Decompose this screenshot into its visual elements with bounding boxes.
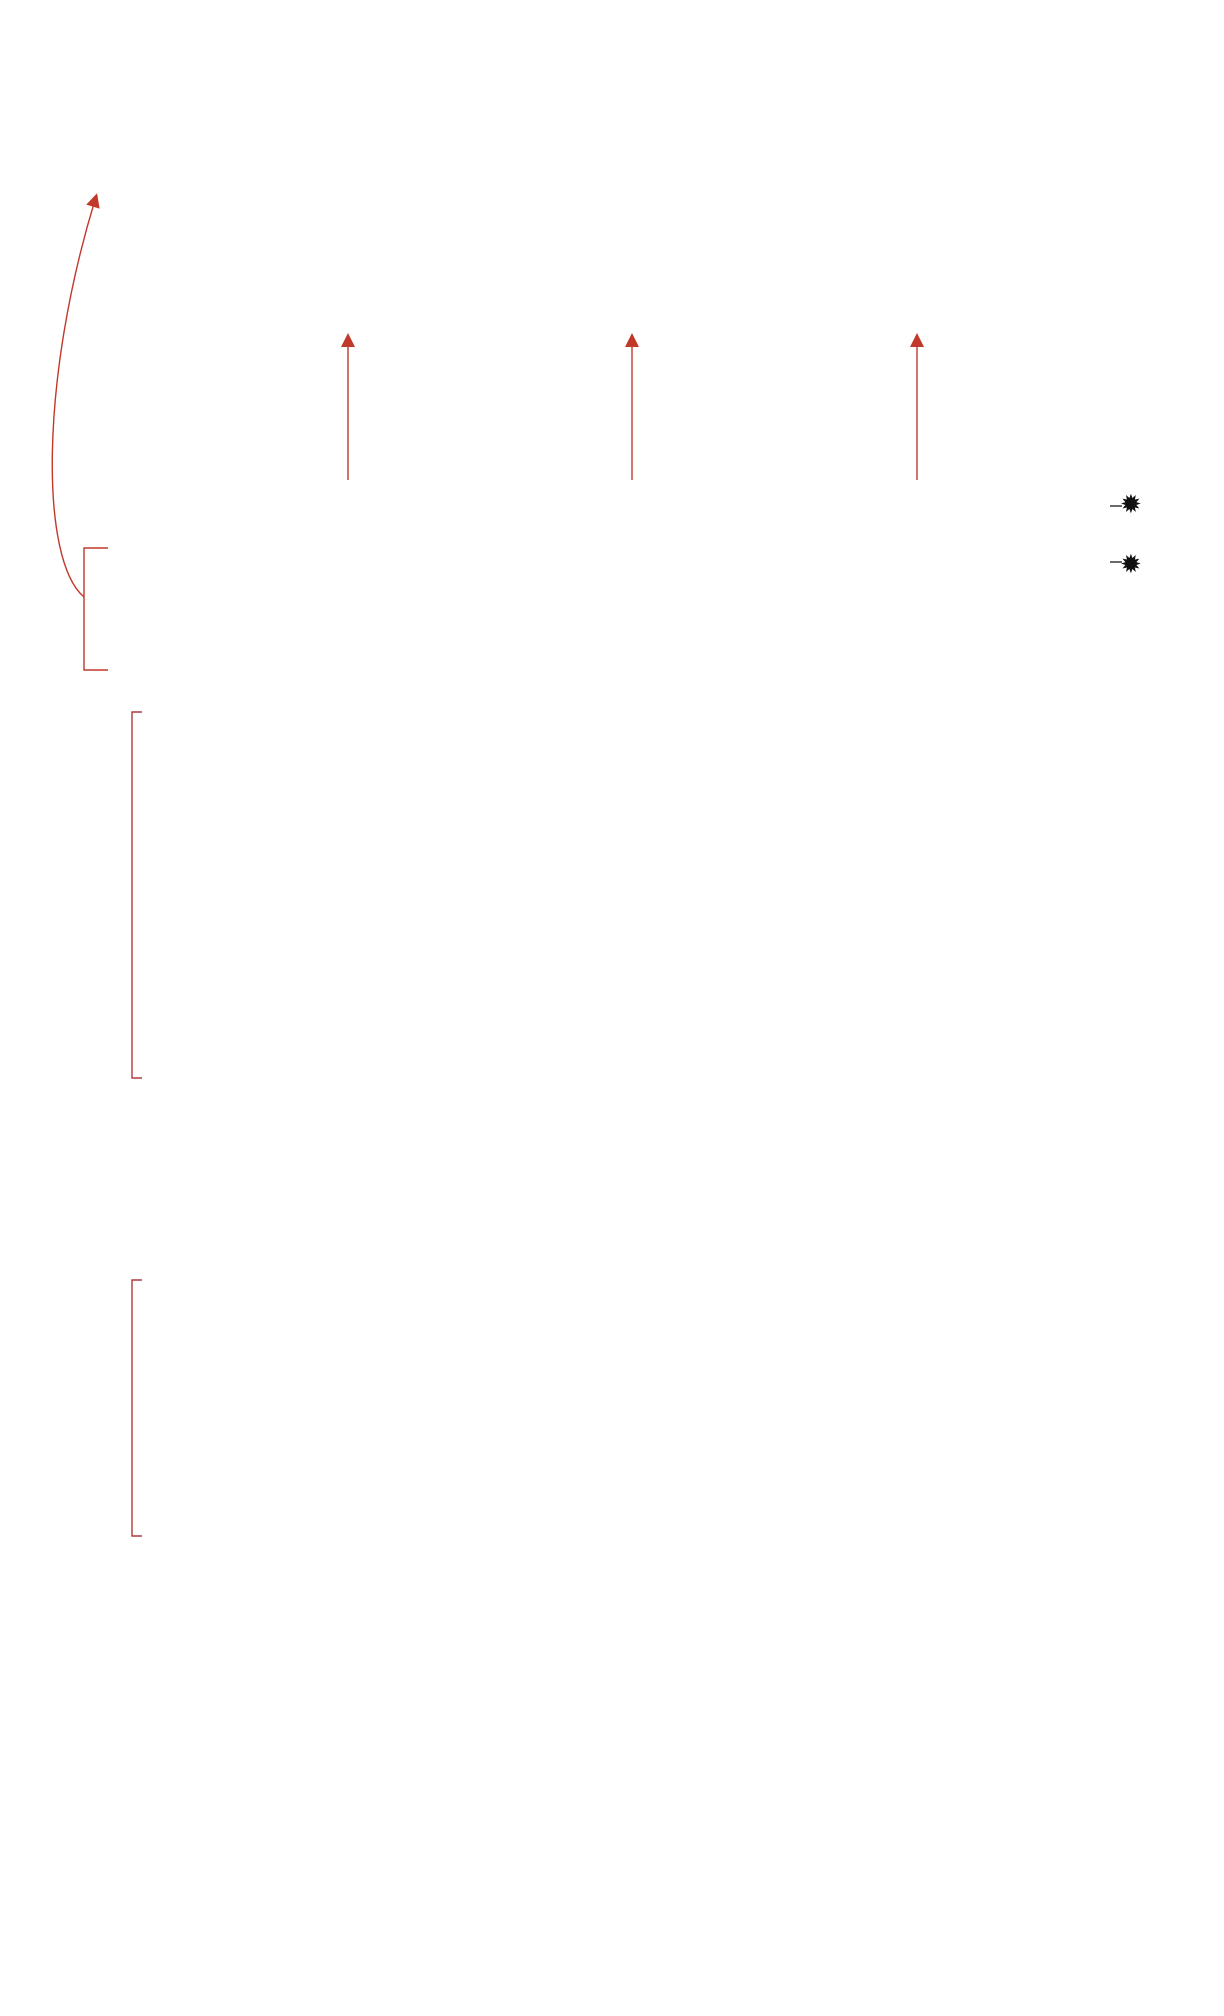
joining-arrows [52, 200, 917, 670]
arrow-curve [52, 200, 95, 597]
asterisk-icon: ✹ [1120, 490, 1142, 519]
bracket-center-motifs [132, 712, 142, 1078]
asterisk-icon: ✹ [1120, 550, 1142, 579]
bracket-joining [84, 548, 108, 670]
bracket-end-motifs [132, 1280, 142, 1536]
side-brackets [132, 506, 1122, 1536]
